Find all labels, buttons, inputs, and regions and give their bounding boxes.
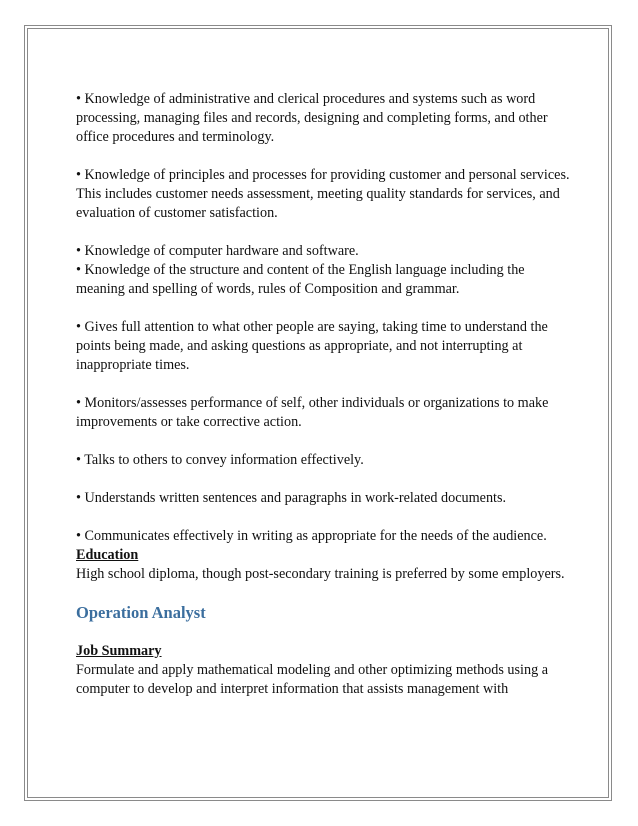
bullet-customer-service-knowledge: • Knowledge of principles and processes for providing customer and personal services. This includes customer needs assessment, meeting quality standards for services, and evaluation of customer satisfaction. (76, 167, 570, 221)
job-summary-text: Formulate and apply mathematical modeling and other optimizing methods using a computer to develop and interpret information that assists management with (76, 662, 549, 697)
bullet-writing: • Communicates effectively in writing as appropriate for the needs of the audience. (76, 528, 547, 544)
document-content (76, 90, 576, 699)
bullet-monitoring: • Monitors/assesses performance of self, other individuals or organizations to make improvements or take corrective action. (76, 395, 549, 430)
operation-analyst-title: Operation Analyst (76, 603, 206, 622)
bullet-english-knowledge: • Knowledge of the structure and content of the English language including the meaning and spelling of words, rules of Composition and grammar. (76, 262, 525, 297)
education-heading: Education (76, 547, 139, 563)
bullet-administrative-knowledge: • Knowledge of administrative and clerical procedures and systems such as word processing, managing files and records, designing and completing forms, and other office procedures and terminology. (76, 91, 548, 145)
bullet-active-listening: • Gives full attention to what other people are saying, taking time to understand the points being made, and asking questions as appropriate, and not interrupting at inappropriate times. (76, 319, 548, 373)
education-text: High school diploma, though post-secondary training is preferred by some employers. (76, 566, 565, 582)
job-summary-heading: Job Summary (76, 643, 162, 659)
bullet-speaking: • Talks to others to convey information effectively. (76, 452, 364, 468)
bullet-computer-knowledge: • Knowledge of computer hardware and software. (76, 243, 359, 259)
bullet-reading-comprehension: • Understands written sentences and paragraphs in work-related documents. (76, 490, 507, 506)
